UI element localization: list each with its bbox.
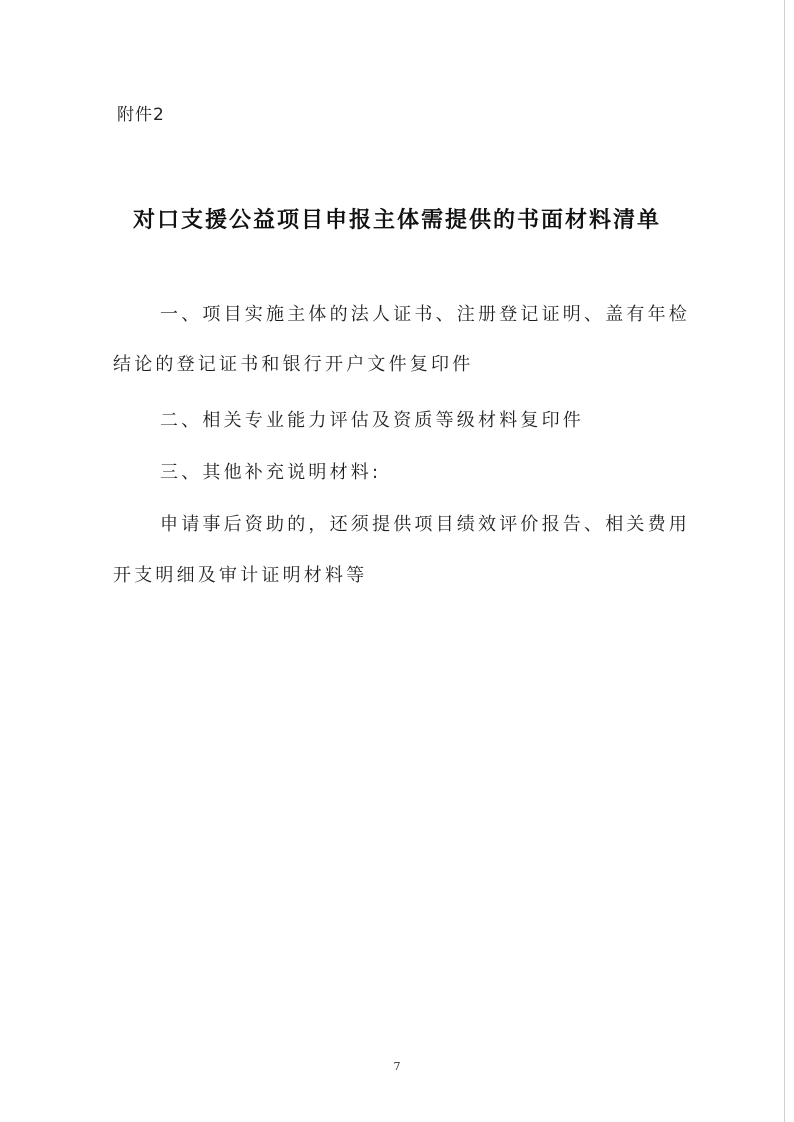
paragraph-3-line-1: 三、其他补充说明材料: (160, 462, 382, 483)
paragraph-1-line-2: 结论的登记证书和银行开户文件复印件 (113, 354, 474, 375)
paragraph-4-line-2: 开支明细及审计证明材料等 (113, 565, 368, 586)
page-number: 7 (393, 1060, 401, 1073)
attachment-label: 附件2 (117, 105, 165, 125)
paragraph-2-line-1: 二、相关专业能力评估及资质等级材料复印件 (160, 410, 584, 431)
document-title: 对口支援公益项目申报主体需提供的书面材料清单 (132, 207, 661, 233)
paragraph-4-line-1: 申请事后资助的，还须提供项目绩效评价报告、相关费用 (160, 514, 690, 535)
paragraph-1-line-1: 一、项目实施主体的法人证书、注册登记证明、盖有年检 (160, 304, 690, 325)
scan-edge-line (784, 0, 785, 1122)
